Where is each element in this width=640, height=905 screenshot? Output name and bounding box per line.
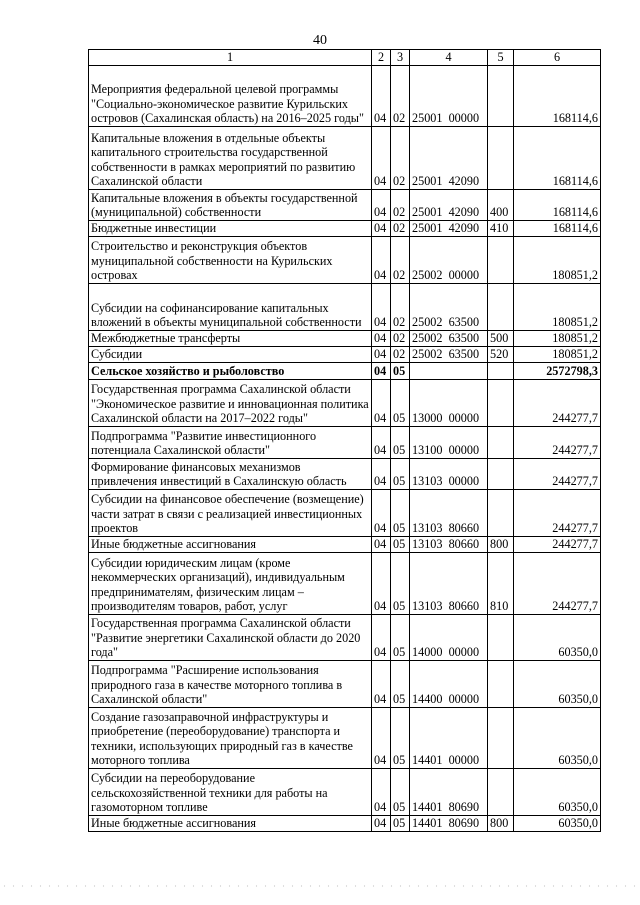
scan-noise xyxy=(0,882,640,890)
target-item-code: 14400 00000 xyxy=(410,660,488,707)
section-code: 04 xyxy=(372,65,391,126)
column-header: 2 xyxy=(372,50,391,66)
table-row xyxy=(89,489,601,536)
expense-type-code: 800 xyxy=(488,815,514,831)
subsection-code: 05 xyxy=(391,660,410,707)
amount: 180851,2 xyxy=(514,330,601,346)
column-header: 6 xyxy=(514,50,601,66)
expense-type-code xyxy=(488,458,514,489)
column-header: 5 xyxy=(488,50,514,66)
amount: 180851,2 xyxy=(514,346,601,362)
subsection-code: 02 xyxy=(391,189,410,220)
amount: 244277,7 xyxy=(514,426,601,458)
subsection-code: 05 xyxy=(391,536,410,552)
amount: 60350,0 xyxy=(514,614,601,660)
table-row xyxy=(89,362,601,379)
subsection-code: 02 xyxy=(391,330,410,346)
section-code: 04 xyxy=(372,489,391,536)
subsection-code: 02 xyxy=(391,220,410,236)
target-item-code: 25001 42090 xyxy=(410,220,488,236)
table-row xyxy=(89,283,601,330)
section-code: 04 xyxy=(372,126,391,189)
expense-type-code xyxy=(488,489,514,536)
expense-type-code xyxy=(488,362,514,379)
row-name: Государственная программа Сахалинской области "Экономическое развитие и инновационная политика Сахалинской области на 2017–2022 годы" xyxy=(89,379,372,426)
expense-type-code xyxy=(488,707,514,768)
subsection-code: 05 xyxy=(391,614,410,660)
row-name: Капитальные вложения в объекты государственной (муниципальной) собственности xyxy=(89,189,372,220)
row-name: Формирование финансовых механизмов привлечения инвестиций в Сахалинскую область xyxy=(89,458,372,489)
table-row xyxy=(89,220,601,236)
section-code: 04 xyxy=(372,614,391,660)
table-row xyxy=(89,330,601,346)
section-code: 04 xyxy=(372,426,391,458)
subsection-code: 02 xyxy=(391,346,410,362)
expense-type-code xyxy=(488,283,514,330)
section-code: 04 xyxy=(372,362,391,379)
row-name: Иные бюджетные ассигнования xyxy=(89,815,372,831)
table-row xyxy=(89,815,601,831)
subsection-code: 05 xyxy=(391,815,410,831)
subsection-code: 05 xyxy=(391,768,410,815)
column-header: 4 xyxy=(410,50,488,66)
section-code: 04 xyxy=(372,189,391,220)
amount: 60350,0 xyxy=(514,815,601,831)
section-code: 04 xyxy=(372,458,391,489)
table-row xyxy=(89,660,601,707)
subsection-code: 02 xyxy=(391,126,410,189)
row-name: Субсидии на финансовое обеспечение (возмещение) части затрат в связи с реализацией инвестиционных проектов xyxy=(89,489,372,536)
table-row xyxy=(89,379,601,426)
target-item-code: 13100 00000 xyxy=(410,426,488,458)
expense-type-code xyxy=(488,614,514,660)
target-item-code: 14401 80690 xyxy=(410,815,488,831)
row-name: Создание газозаправочной инфраструктуры и приобретение (переоборудование) транспорта и техники, использующих природный газ в качестве моторного топлива xyxy=(89,707,372,768)
amount: 168114,6 xyxy=(514,220,601,236)
section-code: 04 xyxy=(372,552,391,614)
row-name: Подпрограмма "Развитие инвестиционного потенциала Сахалинской области" xyxy=(89,426,372,458)
target-item-code: 25001 42090 xyxy=(410,189,488,220)
subsection-code: 02 xyxy=(391,65,410,126)
table-row xyxy=(89,707,601,768)
table-row xyxy=(89,536,601,552)
section-code: 04 xyxy=(372,536,391,552)
table-row xyxy=(89,458,601,489)
row-name: Межбюджетные трансферты xyxy=(89,330,372,346)
target-item-code: 14000 00000 xyxy=(410,614,488,660)
target-item-code: 13103 00000 xyxy=(410,458,488,489)
expense-type-code xyxy=(488,426,514,458)
table-row xyxy=(89,768,601,815)
target-item-code xyxy=(410,362,488,379)
target-item-code: 25002 63500 xyxy=(410,283,488,330)
subsection-code: 02 xyxy=(391,236,410,283)
target-item-code: 13103 80660 xyxy=(410,536,488,552)
subsection-code: 05 xyxy=(391,458,410,489)
row-name: Строительство и реконструкция объектов муниципальной собственности на Курильских островах xyxy=(89,236,372,283)
target-item-code: 14401 00000 xyxy=(410,707,488,768)
row-name: Иные бюджетные ассигнования xyxy=(89,536,372,552)
section-code: 04 xyxy=(372,236,391,283)
amount: 180851,2 xyxy=(514,283,601,330)
expense-type-code: 800 xyxy=(488,536,514,552)
row-name: Подпрограмма "Расширение использования природного газа в качестве моторного топлива в Сахалинской области" xyxy=(89,660,372,707)
table-row xyxy=(89,189,601,220)
target-item-code: 13103 80660 xyxy=(410,552,488,614)
row-name: Сельское хозяйство и рыболовство xyxy=(89,362,372,379)
amount: 60350,0 xyxy=(514,660,601,707)
row-name: Субсидии на переоборудование сельскохозяйственной техники для работы на газомоторном топливе xyxy=(89,768,372,815)
target-item-code: 13000 00000 xyxy=(410,379,488,426)
expense-type-code: 810 xyxy=(488,552,514,614)
expense-type-code: 410 xyxy=(488,220,514,236)
budget-table xyxy=(88,49,601,832)
target-item-code: 14401 80690 xyxy=(410,768,488,815)
target-item-code: 25002 63500 xyxy=(410,346,488,362)
expense-type-code xyxy=(488,236,514,283)
table-row xyxy=(89,65,601,126)
column-header: 1 xyxy=(89,50,372,66)
amount: 244277,7 xyxy=(514,458,601,489)
section-code: 04 xyxy=(372,283,391,330)
section-code: 04 xyxy=(372,346,391,362)
section-code: 04 xyxy=(372,379,391,426)
section-code: 04 xyxy=(372,768,391,815)
row-name: Мероприятия федеральной целевой программы "Социально-экономическое развитие Курильских островов (Сахалинская область) на 2016–2025 годы" xyxy=(89,65,372,126)
amount: 244277,7 xyxy=(514,536,601,552)
table-row xyxy=(89,426,601,458)
amount: 168114,6 xyxy=(514,189,601,220)
table-row xyxy=(89,614,601,660)
row-name: Государственная программа Сахалинской области "Развитие энергетики Сахалинской области до 2020 года" xyxy=(89,614,372,660)
target-item-code: 25001 00000 xyxy=(410,65,488,126)
amount: 168114,6 xyxy=(514,126,601,189)
target-item-code: 13103 80660 xyxy=(410,489,488,536)
table-row xyxy=(89,346,601,362)
section-code: 04 xyxy=(372,220,391,236)
table-header-row xyxy=(89,50,601,66)
row-name: Субсидии xyxy=(89,346,372,362)
expense-type-code xyxy=(488,660,514,707)
table-row xyxy=(89,126,601,189)
amount: 244277,7 xyxy=(514,379,601,426)
target-item-code: 25001 42090 xyxy=(410,126,488,189)
row-name: Субсидии на софинансирование капитальных вложений в объекты муниципальной собственности xyxy=(89,283,372,330)
table-row xyxy=(89,552,601,614)
subsection-code: 02 xyxy=(391,283,410,330)
subsection-code: 05 xyxy=(391,426,410,458)
page-number: 40 xyxy=(313,33,327,48)
target-item-code: 25002 00000 xyxy=(410,236,488,283)
table-row xyxy=(89,236,601,283)
amount: 60350,0 xyxy=(514,707,601,768)
expense-type-code: 500 xyxy=(488,330,514,346)
section-code: 04 xyxy=(372,330,391,346)
row-name: Бюджетные инвестиции xyxy=(89,220,372,236)
subsection-code: 05 xyxy=(391,362,410,379)
expense-type-code xyxy=(488,379,514,426)
subsection-code: 05 xyxy=(391,707,410,768)
amount: 244277,7 xyxy=(514,552,601,614)
amount: 168114,6 xyxy=(514,65,601,126)
row-name: Субсидии юридическим лицам (кроме некоммерческих организаций), индивидуальным предпринимателям, физическим лицам – производителям товаров, работ, услуг xyxy=(89,552,372,614)
section-code: 04 xyxy=(372,660,391,707)
target-item-code: 25002 63500 xyxy=(410,330,488,346)
subsection-code: 05 xyxy=(391,552,410,614)
expense-type-code xyxy=(488,126,514,189)
amount: 2572798,3 xyxy=(514,362,601,379)
expense-type-code: 400 xyxy=(488,189,514,220)
section-code: 04 xyxy=(372,707,391,768)
row-name: Капитальные вложения в отдельные объекты капитального строительства государственной собственности в рамках мероприятий по развитию Сахалинской области xyxy=(89,126,372,189)
subsection-code: 05 xyxy=(391,489,410,536)
expense-type-code xyxy=(488,768,514,815)
amount: 60350,0 xyxy=(514,768,601,815)
expense-type-code xyxy=(488,65,514,126)
column-header: 3 xyxy=(391,50,410,66)
subsection-code: 05 xyxy=(391,379,410,426)
section-code: 04 xyxy=(372,815,391,831)
amount: 244277,7 xyxy=(514,489,601,536)
amount: 180851,2 xyxy=(514,236,601,283)
expense-type-code: 520 xyxy=(488,346,514,362)
